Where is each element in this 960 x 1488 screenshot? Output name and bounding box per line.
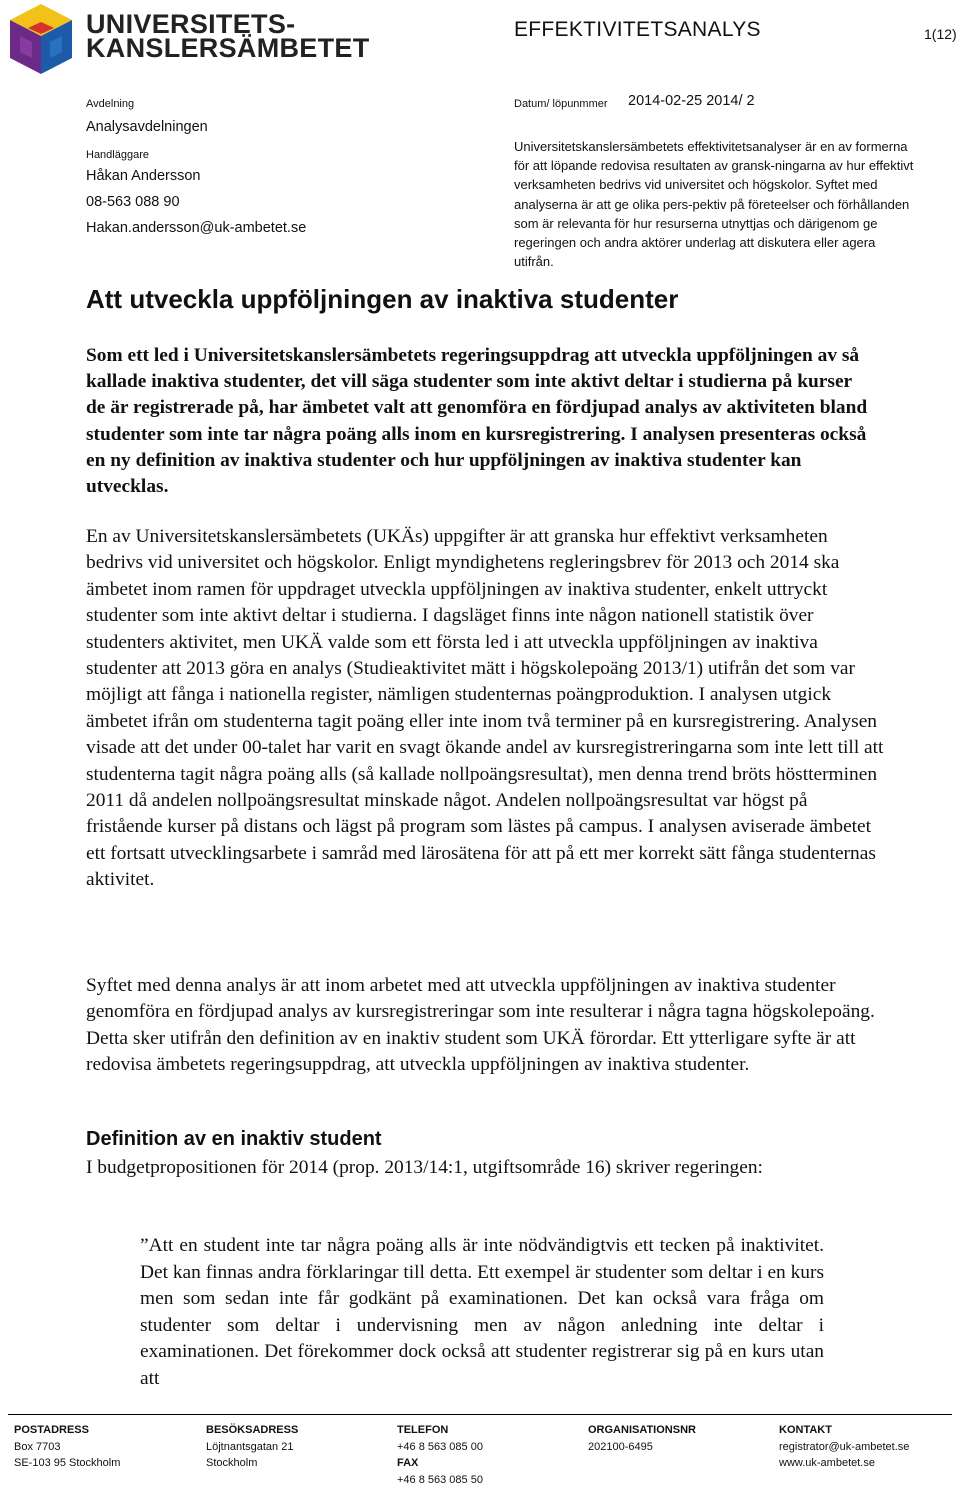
footer-visit [206, 1422, 298, 1472]
footer-contact-email[interactable]: registrator@uk-ambetet.se [779, 1439, 909, 1456]
logo-line-1: UNIVERSITETS- [86, 12, 370, 36]
body-paragraph-3: I budgetpropositionen för 2014 (prop. 2013/14:1, utgiftsområde 16) skriver regeringen: [86, 1155, 886, 1181]
body-paragraph-2: Syftet med denna analys är att inom arbetet med att utveckla uppföljningen av inaktiva studenter genomföra en fördjupad analys av kursregistreringar som inte resulterar i några tagna högskolepoäng. Detta sker utifrån den definition av en inaktiv student som UKÄ förordar. Ett ytterligare syfte är att redovisa ämbetets regeringsuppdrag, att utveckla uppföljningen av inaktiva studenter. [86, 973, 886, 1079]
lead-paragraph: Som ett led i Universitetskanslersämbetets regeringsuppdrag att utveckla uppföljningen av så kallade inaktiva studenter, det vill säga studenter som inte aktivt deltar i studierna på kurser de är registrerade på, har ämbetet valt att genomföra en fördjupad analys av aktiviteten bland studenter som inte tar några poäng alls inom en kursregistrering. I analysen presenteras också en ny definition av inaktiva studenter och hur uppföljningen av inaktiva studenter kan utvecklas. [86, 343, 876, 500]
officer-phone: 08-563 088 90 [86, 194, 180, 210]
footer-org-heading: ORGANISATIONSNR [588, 1422, 696, 1439]
page-number: 1(12) [924, 26, 957, 42]
officer-label: Handläggare [86, 149, 149, 161]
section-heading: Definition av en inaktiv student [86, 1128, 382, 1151]
footer-contact [779, 1422, 909, 1472]
footer-visit-line-1: Löjtnantsgatan 21 [206, 1439, 298, 1456]
department-value: Analysavdelningen [86, 119, 208, 135]
date-value: 2014-02-25 2014/ 2 [628, 93, 755, 109]
intro-text: Universitetskanslersämbetets effektivitetsanalyser är en av formerna för att löpande redovisa resultaten av gransk-ningarna av hur effektivt verksamheten bedrivs vid universitet och högskolor. Syftet med analyserna är att ge olika pers-pektiv på företeelser och förhållanden som är relevanta för hur resurserna utnyttjas och därigenom ge regeringen och andra aktörer underlag att diskutera eller agera utifrån. [514, 137, 914, 271]
footer-phone [397, 1422, 483, 1488]
agency-logo [6, 2, 346, 78]
footer-phone-number: +46 8 563 085 00 [397, 1439, 483, 1456]
footer-postal-heading: POSTADRESS [14, 1422, 120, 1439]
footer-org-number: 202100-6495 [588, 1439, 696, 1456]
logo-line-2: KANSLERSÄMBETET [86, 36, 370, 60]
block-quote: ”Att en student inte tar några poäng alls är inte nödvändigtvis ett tecken på inaktivitet. Det kan finnas andra förklaringar till detta. Ett exempel är studenter som deltar i en kurs men som sedan inte får godkänt på examinationen. Det kan också vara fråga om studenter som deltar i undervisning men av någon anledning inte deltar i examinationen. Det förekommer dock också att studenter registrerar sig på en kurs utan att [140, 1233, 824, 1393]
footer-phone-heading: TELEFON [397, 1422, 483, 1439]
footer-postal-line-1: Box 7703 [14, 1439, 120, 1456]
date-label: Datum/ löpunmmer [514, 98, 608, 110]
footer-org [588, 1422, 696, 1455]
footer-visit-heading: BESÖKSADRESS [206, 1422, 298, 1439]
footer-contact-website[interactable]: www.uk-ambetet.se [779, 1455, 909, 1472]
page-title: Att utveckla uppföljningen av inaktiva studenter [86, 284, 678, 315]
footer-postal [14, 1422, 120, 1472]
body-paragraph-1: En av Universitetskanslersämbetets (UKÄs) uppgifter är att granska hur effektivt verksamheten bedrivs vid universitet och högskolor. Enligt myndighetens regleringsbrev för 2013 och 2014 ska ämbetet inom ramen för uppdraget utveckla uppföljningen av inaktiva studenter, enkelt uttryckt studenter som inte aktivt deltar i studierna. I dagsläget finns inte någon nationell statistik över studenters aktivitet, men UKÄ valde som ett första led i att utveckla uppföljningen av inaktiva studenter att 2013 göra en analys (Studieaktivitet mätt i högskolepoäng 2013/1) utifrån det som var möjligt att fånga i nationella register, nämligen studenternas poängproduktion. I analysen utgick ämbetet ifrån om studenterna tagit poäng eller inte inom två terminer på en kursregistrering. Analysen visade att det under 00-talet har varit en svagt ökande andel av kursregistreringarna som inte lett till att studenterna tagit några poäng alls (så kallade nollpoängsresultat), men denna trend bröts höstterminen 2011 då andelen nollpoängsresultat minskade något. Andelen nollpoängsresultat var högst på fristående kurser på distans och lägst på program som lästes på campus. I analysen aviserade ämbetet ett fortsatt utvecklingsarbete i samråd med lärosätena för att på ett mer korrekt sätt fånga studenternas aktivitet. [86, 524, 886, 894]
officer-name: Håkan Andersson [86, 168, 200, 184]
footer-divider [8, 1414, 952, 1415]
footer-fax-number: +46 8 563 085 50 [397, 1472, 483, 1488]
footer-contact-heading: KONTAKT [779, 1422, 909, 1439]
department-label: Avdelning [86, 98, 134, 110]
footer-fax-heading: FAX [397, 1455, 483, 1472]
footer-visit-line-2: Stockholm [206, 1455, 298, 1472]
logo-wordmark [86, 12, 370, 60]
logo-cube-icon [6, 2, 76, 76]
officer-email: Hakan.andersson@uk-ambetet.se [86, 220, 306, 236]
footer-postal-line-2: SE-103 95 Stockholm [14, 1455, 120, 1472]
document-type: EFFEKTIVITETSANALYS [514, 18, 761, 42]
